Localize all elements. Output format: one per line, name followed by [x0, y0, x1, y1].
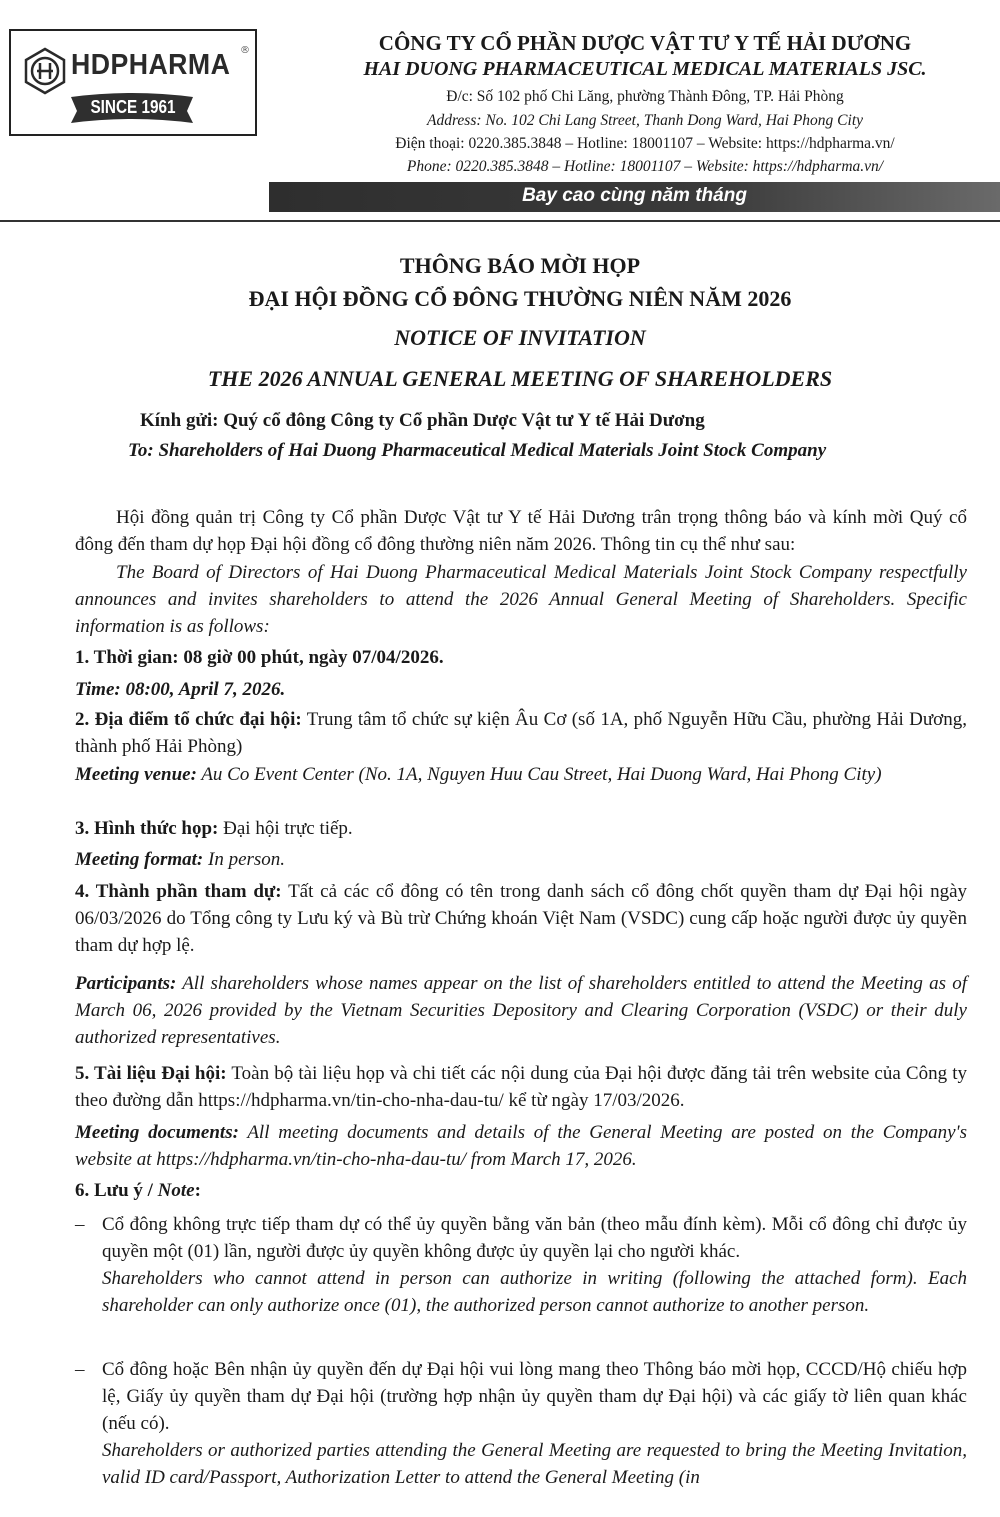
- hexagon-hd-monogram-icon: [23, 47, 67, 95]
- note-heading: [75, 1177, 967, 1204]
- salutation-en: To: Shareholders of Hai Duong Pharmaceutical Medical Materials Joint Stock Company: [128, 440, 827, 461]
- documents-en: [75, 1119, 967, 1173]
- registered-mark: ®: [240, 45, 250, 56]
- salutation-vn: Kính gửi: Quý cổ đông Công ty Cổ phần Dược Vật tư Y tế Hải Dương: [140, 410, 705, 431]
- title-vn-line1: THÔNG BÁO MỜI HỌP: [399, 253, 641, 278]
- documents-en-label: Meeting documents:: [75, 1122, 239, 1143]
- venue-vn-label: 2. Địa điểm tổ chức đại hội:: [75, 709, 302, 730]
- format-vn: [75, 815, 967, 842]
- format-en-text: In person.: [203, 849, 286, 870]
- address-en: Address: No. 102 Chi Lang Street, Thanh Dong Ward, Hai Phong City: [426, 112, 864, 129]
- logo-since-text: SINCE 1961: [90, 97, 176, 117]
- company-name-vn: CÔNG TY CỔ PHẦN DƯỢC VẬT TƯ Y TẾ HẢI DƯƠNG: [378, 31, 912, 55]
- documents-en-text: All meeting documents and details of the General Meeting are posted on the Company's website at https://hdpharma.vn/tin-cho-nha-dau-tu/ from March 17, 2026.: [75, 1122, 967, 1170]
- note-bullet-1: [75, 1211, 967, 1319]
- title-vn-line2: ĐẠI HỘI ĐỒNG CỔ ĐÔNG THƯỜNG NIÊN NĂM 2026: [248, 286, 792, 311]
- venue-en-label: Meeting venue:: [75, 764, 197, 785]
- note-bullet-2-en: Shareholders or authorized parties attending the General Meeting are requested to bring the Meeting Invitation, valid ID card/Passport, Authorization Letter to attend the General Meeting (in: [102, 1440, 967, 1488]
- participants-en: [75, 970, 967, 1051]
- company-logo: [9, 29, 257, 136]
- note-bullet-2-vn: Cổ đông hoặc Bên nhận ủy quyền đến dự Đại hội vui lòng mang theo Thông báo mời họp, CCCD/Hộ chiếu hợp lệ, Giấy ủy quyền tham dự Đại hội (trường hợp nhận ủy quyền tham dự Đại hội) và các giấy tờ liên quan khác (nếu có).: [102, 1359, 967, 1434]
- note-bullet-2: [75, 1356, 967, 1491]
- title-en-line1: NOTICE OF INVITATION: [394, 325, 646, 350]
- venue-vn-text: Trung tâm tổ chức sự kiện Âu Cơ (số 1A, phố Nguyễn Hữu Cầu, phường Hải Dương, thành phố Hải Phòng): [75, 709, 967, 757]
- participants-en-label: Participants:: [75, 973, 177, 994]
- address-vn: Đ/c: Số 102 phố Chi Lăng, phường Thành Đông, TP. Hải Phòng: [446, 88, 844, 105]
- contact-vn: Điện thoại: 0220.385.3848 – Hotline: 18001107 – Website: https://hdpharma.vn/: [395, 135, 895, 152]
- documents-vn: [75, 1060, 967, 1114]
- contact-en: Phone: 0220.385.3848 – Hotline: 18001107 – Website: https://hdpharma.vn/: [406, 158, 884, 175]
- note-label-vn: 6. Lưu ý /: [75, 1180, 158, 1201]
- note-label-en: Note: [157, 1180, 195, 1201]
- documents-vn-label: 5. Tài liệu Đại hội:: [75, 1063, 227, 1084]
- slogan-band: [269, 182, 1000, 212]
- venue-en: [75, 761, 967, 788]
- company-name-en: HAI DUONG PHARMACEUTICAL MEDICAL MATERIALS JSC.: [363, 58, 927, 80]
- title-en-line2: THE 2026 ANNUAL GENERAL MEETING OF SHAREHOLDERS: [207, 366, 833, 391]
- participants-vn: [75, 878, 967, 959]
- intro-vn: Hội đồng quản trị Công ty Cổ phần Dược Vật tư Y tế Hải Dương trân trọng thông báo và kính mời Quý cổ đông đến tham dự họp Đại hội đồng cổ đông thường niên năm 2026. Thông tin cụ thể như sau:: [75, 507, 967, 555]
- slogan: Bay cao cùng năm tháng: [522, 185, 747, 206]
- participants-vn-text: Tất cả các cổ đông có tên trong danh sách cổ đông chốt quyền tham dự Đại hội ngày 06/03/2026 do Tổng công ty Lưu ký và Bù trừ Chứng khoán Việt Nam (VSDC) cung cấp hoặc người được ủy quyền tham dự hợp lệ.: [75, 881, 967, 956]
- header-divider: [0, 220, 1000, 222]
- format-en: [75, 846, 967, 873]
- logo-wordmark: HDPHARMA: [71, 49, 231, 81]
- format-vn-label: 3. Hình thức họp:: [75, 818, 219, 839]
- participants-vn-label: 4. Thành phần tham dự:: [75, 881, 282, 902]
- time-vn: 1. Thời gian: 08 giờ 00 phút, ngày 07/04/2026.: [75, 647, 444, 668]
- venue-en-text: Au Co Event Center (No. 1A, Nguyen Huu Cau Street, Hai Duong Ward, Hai Phong City): [196, 764, 882, 785]
- participants-en-text: All shareholders whose names appear on the list of shareholders entitled to attend the Meeting as of March 06, 2026 provided by the Vietnam Securities Depository and Clearing Corporation (VSDC) or their duly authorized representatives.: [75, 973, 967, 1048]
- format-vn-text: Đại hội trực tiếp.: [218, 818, 353, 839]
- format-en-label: Meeting format:: [75, 849, 204, 870]
- time-en: Time: 08:00, April 7, 2026.: [75, 679, 286, 700]
- intro-en: The Board of Directors of Hai Duong Pharmaceutical Medical Materials Joint Stock Company respectfully announces and invites shareholders to attend the 2026 Annual General Meeting of Shareholders. Specific information is as follows:: [75, 562, 967, 637]
- note-bullet-1-en: Shareholders who cannot attend in person can authorize in writing (following the attached form). Each shareholder can only authorize once (01), the authorized person cannot authorize to another person.: [102, 1268, 967, 1316]
- note-bullet-1-vn: Cổ đông không trực tiếp tham dự có thể ủy quyền bằng văn bản (theo mẫu đính kèm). Mỗi cổ đông chỉ được ủy quyền một (01) lần, người được ủy quyền không được ủy quyền lại cho người khác.: [102, 1214, 967, 1262]
- documents-vn-text: Toàn bộ tài liệu họp và chi tiết các nội dung của Đại hội được đăng tải trên website của Công ty theo đường dẫn https://hdpharma.vn/tin-cho-nha-dau-tu/ kể từ ngày 17/03/2026.: [75, 1063, 967, 1111]
- dash-bullet-icon: –: [75, 1214, 85, 1235]
- note-colon: :: [194, 1180, 201, 1201]
- venue-vn: [75, 706, 967, 760]
- dash-bullet-icon: –: [75, 1359, 85, 1380]
